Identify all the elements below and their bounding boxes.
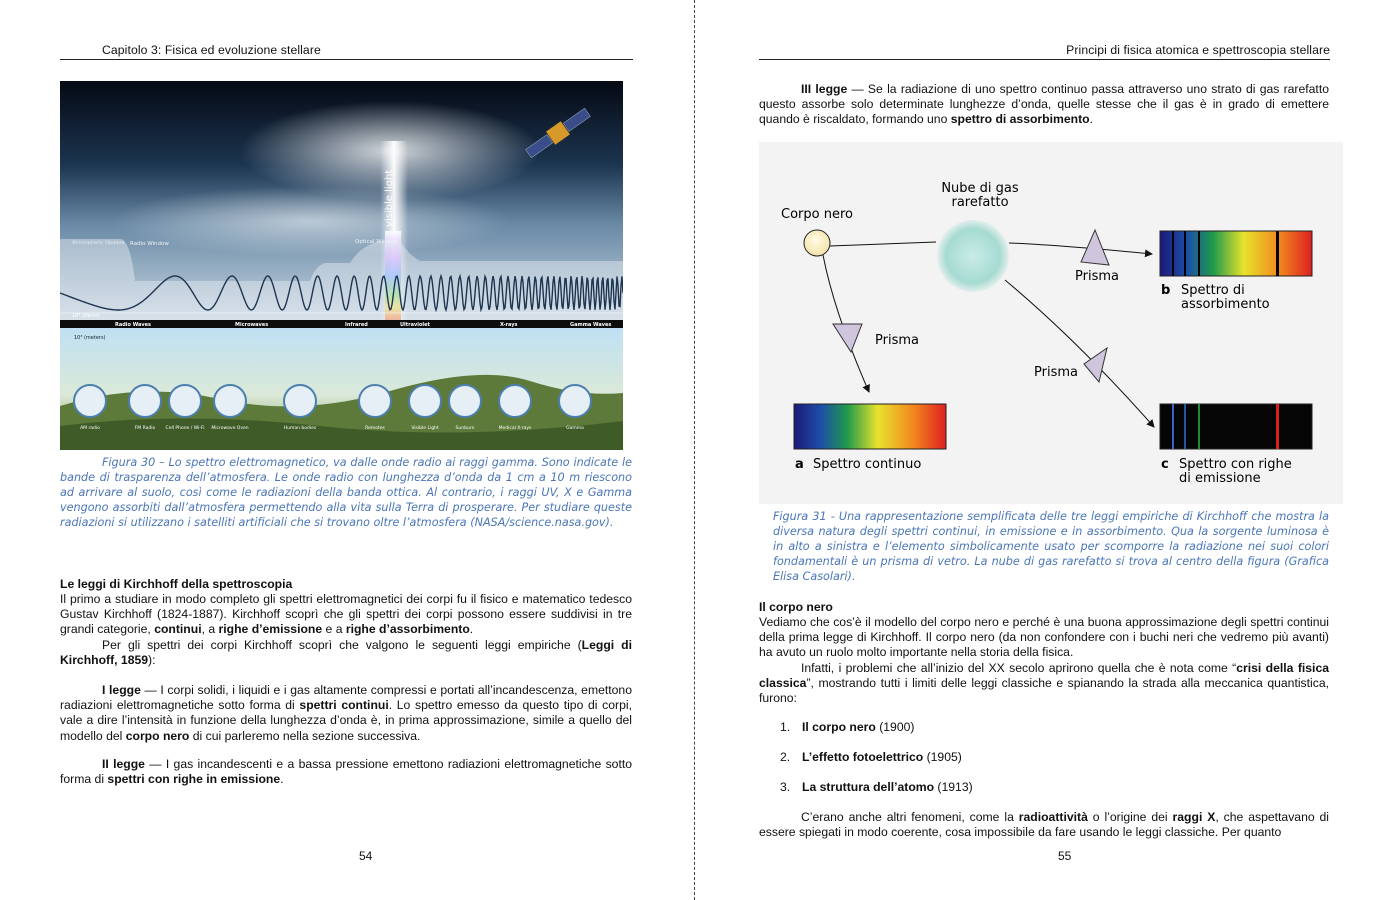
label-prisma-1: Prisma <box>1075 269 1119 284</box>
label-assorbimento-l1: Spettro di <box>1181 283 1245 298</box>
svg-text:Atmospheric Opaque: Atmospheric Opaque <box>72 240 125 246</box>
svg-text:Gamma: Gamma <box>566 426 584 431</box>
section-heading: Le leggi di Kirchhoff della spettroscopia <box>60 577 293 591</box>
header-rule <box>60 59 633 60</box>
svg-text:10⁴ (Hertz): 10⁴ (Hertz) <box>72 313 100 319</box>
band-label: Radio Waves <box>115 322 152 328</box>
label-nube-l2: rarefatto <box>951 195 1009 210</box>
list-item: 3. La struttura dell’atomo (1913) <box>780 780 973 794</box>
svg-text:Human bodies: Human bodies <box>283 426 317 431</box>
paragraph-laws-intro: Per gli spettri dei corpi Kirchhoff scoprì che valgono le seguenti leggi empiriche (Leggi di Kirchhoff, 1859): <box>60 637 633 667</box>
band-label: X-rays <box>500 322 518 328</box>
band-label: Infrared <box>345 322 368 328</box>
label-corpo-nero: Corpo nero <box>781 207 853 222</box>
absorption-spectrum <box>1160 231 1312 276</box>
law-3: III legge — Se la radiazione di uno spettro continuo passa attraverso uno strato di gas rarefatto questo assorbe solo determinate lunghezze d’onda, quelle stesse che il gas è in grado di emettere quando è riscaldato, formando uno spettro di assorbimento. <box>759 82 1329 127</box>
svg-text:Sunburn: Sunburn <box>455 426 475 431</box>
figure30-caption: Figura 30 – Lo spettro elettromagnetico, va dalle onde radio ai raggi gamma. Sono indicate le bande di trasparenza dell’atmosfera. Le onde radio con lunghezza d’onda da 1 cm a 10 m riescono ad arrivare al suolo, così come le radiazioni della banda ottica. Al contrario, i raggi UV, X e Gamma vengono assorbiti dall’atmosfera permettendo alla vita sulla Terra di prosperare. Per studiare queste radiazioni si utilizzano i satelliti artificiali che si trovano oltre l’atmosfera (NASA/science.nasa.gov). <box>60 456 632 530</box>
list-item: 1. Il corpo nero (1900) <box>780 720 915 734</box>
band-label: Ultraviolet <box>400 322 430 328</box>
visible-light-label: visible light <box>384 169 395 227</box>
paragraph-crisi: Infatti, i problemi che all’inizio del XX secolo aprirono quella che è nota come “crisi della fisica classica”, mostrando tutti i limiti delle leggi classiche e spianando la strada alla meccanica quantistica, furono: <box>759 660 1329 706</box>
running-head-right: Principi di fisica atomica e spettroscopia stellare <box>1066 43 1330 57</box>
paragraph-kirchhoff-intro: Il primo a studiare in modo completo gli spettri elettromagnetici dei corpi fu il fisico e matematico tedesco Gustav Kirchhoff (1824-1887). Kirchhoff scoprì che gli spettri dei corpi possono essere suddivisi in tre grandi categorie, continui, a righe d’emissione e a righe d’assorbimento. Per gli spettri dei corpi Kirchhoff scoprì che valgono le seguenti leggi empiriche (Leggi di Kirchhoff, 1859): <box>60 592 633 667</box>
radio-window-label: Radio Window <box>130 241 169 247</box>
label-nube-l1: Nube di gas <box>941 181 1019 196</box>
label-prisma-3: Prisma <box>1034 365 1078 380</box>
emission-spectrum <box>1160 404 1312 449</box>
page-number: 54 <box>359 849 373 863</box>
kirchhoff-diagram <box>759 142 1343 504</box>
svg-text:FM Radio: FM Radio <box>134 426 156 431</box>
label-prisma-2: Prisma <box>875 333 919 348</box>
label-spettro-continuo: Spettro continuo <box>813 457 922 472</box>
page-divider <box>694 0 695 900</box>
gas-cloud <box>937 220 1009 292</box>
svg-text:Remotes: Remotes <box>365 426 385 431</box>
law-1: I legge — I corpi solidi, i liquidi e i gas altamente compressi e portati all’incandescenza, emettono radiazioni elettromagnetiche sotto forma di spettri continui. Lo spettro emesso da questo tipo di corpi, vale a dire l’intensità in funzione della lunghezza d’onda è, in prima approssimazione, simile a quello del modello del corpo nero di cui parleremo nella sezione successiva. <box>60 683 632 743</box>
page-number-right: 55 <box>1058 849 1072 863</box>
paragraph-radioattivita: C’erano anche altri fenomeni, come la radioattività o l’origine dei raggi X, che aspettavano di essere spiegati in modo coerente, cosa impossibile da fare usando le leggi classiche. Per quanto <box>759 810 1330 840</box>
band-label: Gamma Waves <box>570 322 612 328</box>
running-head: Capitolo 3: Fisica ed evoluzione stellare <box>102 43 321 57</box>
header-rule-right <box>759 59 1330 60</box>
optical-window-label: Optical Window <box>355 239 398 245</box>
list-item: 2. L’effetto fotoelettrico (1905) <box>780 750 962 764</box>
svg-text:c: c <box>1161 457 1169 472</box>
label-emissione-l1: Spettro con righe <box>1179 457 1292 472</box>
label-emissione-l2: di emissione <box>1179 471 1261 486</box>
svg-text:b: b <box>1161 283 1171 298</box>
black-body-icon <box>804 230 830 256</box>
figure31-caption: Figura 31 - Una rappresentazione semplificata delle tre leggi empiriche di Kirchhoff che mostra la diversa natura degli spettri continui, in emissione e in assorbimento. Qua la sorgente luminosa è in alto a sinistra e l’elemento simbolicamente usato per scomporre la radiazione nei suoi colori fondamentali è un prisma di vetro. La nube di gas rarefatto si trova al centro della figura (Grafica Elisa Casolari). <box>773 510 1329 584</box>
svg-text:10³ (meters): 10³ (meters) <box>74 335 106 341</box>
svg-text:Medical X-rays: Medical X-rays <box>498 426 532 431</box>
band-label: Microwaves <box>235 322 269 328</box>
continuous-spectrum <box>794 404 946 449</box>
em-spectrum-figure <box>60 81 623 450</box>
svg-text:Visible Light: Visible Light <box>411 426 439 431</box>
svg-text:a: a <box>795 457 804 472</box>
svg-text:AM radio: AM radio <box>80 426 100 431</box>
label-assorbimento-l2: assorbimento <box>1181 297 1270 312</box>
svg-text:Microwave Oven: Microwave Oven <box>211 426 249 431</box>
svg-text:Cell Phone / Wi-Fi: Cell Phone / Wi-Fi <box>165 426 205 431</box>
section-heading-right: Il corpo nero <box>759 600 833 614</box>
paragraph-corpo-nero: Vediamo che cos’è il modello del corpo nero e perché è una buona approssimazione degli spettri continui della prima legge di Kirchhoff. Il corpo nero (da non confondere con i buchi neri che vedremo più avanti) ha avuto un ruolo molto importante nella storia della fisica. Infatti, i problemi che all’inizio del XX secolo aprirono quella che è nota come “crisi della fisica classica”, mostrando tutti i limiti delle leggi classiche e spianando la strada alla meccanica quantistica, furono: <box>759 615 1329 706</box>
law-2: II legge — I gas incandescenti e a bassa pressione emettono radiazioni elettromagnetiche sotto forma di spettri con righe in emissione. <box>60 757 632 787</box>
